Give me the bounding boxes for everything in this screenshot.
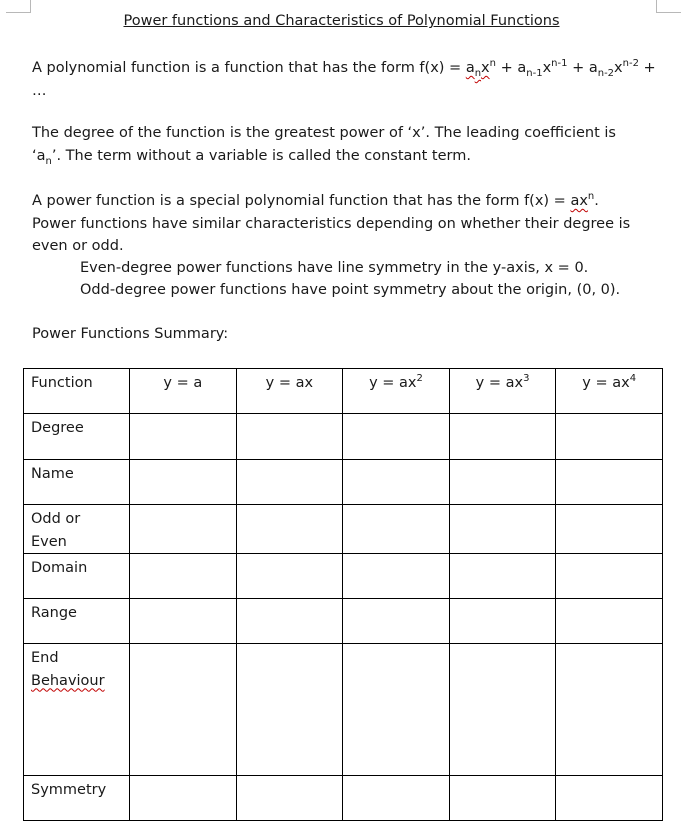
header-function-quartic [556,369,663,414]
term-separator: + [495,60,518,76]
function-exponent: 4 [629,373,637,385]
power-term-exponent: n [587,191,595,203]
function-expression: y = ax [582,375,630,391]
table-cell[interactable] [236,505,343,554]
row-label [24,460,130,505]
term-exponent: n [489,58,496,70]
table-row-degree [24,414,663,460]
term-coefficient: a [517,60,527,76]
term-coefficient: a [588,60,598,76]
term-exponent: n-2 [622,58,639,70]
leading-coefficient-subscript: n [45,155,52,167]
table-cell[interactable] [449,505,556,554]
table-cell[interactable] [556,505,663,554]
table-cell[interactable] [343,414,450,460]
table-cell[interactable] [343,599,450,644]
table-cell[interactable] [130,644,237,776]
power-line-1-text: A power function is a special polynomial function that has the form f(x) = [32,193,571,209]
degree-line-2-text: ’. The term without a variable is called the constant term. [51,147,471,164]
table-cell[interactable] [236,599,343,644]
degree-line-1: The degree of the function is the greatest power of ‘x’. The leading coefficient is [32,125,616,141]
header-function-constant [130,369,237,414]
table-cell[interactable] [556,554,663,599]
row-label-line-1: Symmetry [31,782,107,798]
term-subscript: n-2 [597,67,615,79]
power-line-3: even or odd. [32,238,124,254]
function-expression: y = ax [369,375,417,391]
table-cell[interactable] [449,414,556,460]
page-corner-mark-top-right [656,0,681,13]
power-functions-summary-table [23,368,663,821]
power-line-1 [32,190,657,213]
table-cell[interactable] [449,460,556,505]
degree-line-2 [32,145,657,168]
document-title: Power functions and Characteristics of Polynomial Functions [123,13,560,29]
summary-label: Power Functions Summary: [32,326,229,342]
row-label [24,554,130,599]
term-subscript: n-1 [526,67,543,79]
table-cell[interactable] [130,460,237,505]
header-function-linear [236,369,343,414]
term-subscript: n [474,67,482,79]
row-label [24,414,130,460]
term-separator: + [638,60,656,76]
power-term: ax [570,193,588,209]
power-line-1-suffix: . [594,193,599,209]
function-exponent: 2 [416,373,423,385]
table-cell[interactable] [130,554,237,599]
polynomial-definition-paragraph [32,57,657,102]
header-function-quadratic [343,369,450,414]
term-variable: x [614,60,623,76]
power-function-paragraph [32,190,657,258]
function-expression: y = ax [475,375,524,391]
term-coefficient: a [465,60,475,76]
leading-coefficient-symbol: ‘a [32,147,46,164]
polynomial-definition-line [32,57,657,80]
ellipsis: … [32,82,47,99]
table-row-odd-or-even [24,505,663,554]
table-cell[interactable] [556,460,663,505]
function-exponent: 3 [523,373,530,385]
row-label-line-2: Even [31,533,67,550]
row-label-line-1: Odd or [31,511,81,527]
term-separator: + [567,60,589,76]
table-cell[interactable] [556,776,663,821]
row-label-line-2: Behaviour [31,672,105,689]
term-variable: x [481,60,490,76]
table-row-end-behaviour [24,644,663,776]
table-cell[interactable] [236,414,343,460]
table-cell[interactable] [130,505,237,554]
table-header-row [24,369,663,414]
degree-paragraph [32,122,657,167]
table-cell[interactable] [343,554,450,599]
function-expression: y = a [163,375,203,391]
table-cell[interactable] [556,414,663,460]
table-row-name [24,460,663,505]
power-line-2: Power functions have similar characteristics depending on whether their degree is [32,215,631,232]
term-exponent: n-1 [551,58,568,70]
table-cell[interactable] [236,644,343,776]
row-label [24,599,130,644]
header-function-cubic [449,369,556,414]
table-cell[interactable] [236,460,343,505]
table-row-domain [24,554,663,599]
definition-prefix: A polynomial function is a function that has the form f(x) = [32,60,466,76]
table-cell[interactable] [449,554,556,599]
table-cell[interactable] [343,460,450,505]
table-cell[interactable] [449,776,556,821]
function-expression: y = ax [265,375,314,391]
table-cell[interactable] [130,599,237,644]
row-label-line-1: Degree [31,420,84,436]
table-cell[interactable] [449,644,556,776]
table-row-symmetry [24,776,663,821]
table-cell[interactable] [236,776,343,821]
row-label [24,644,130,776]
page-corner-mark-top-left [6,0,31,13]
row-label-line-1: End [31,650,59,666]
table-row-range [24,599,663,644]
table-cell[interactable] [130,776,237,821]
header-function-label: Function [24,369,130,414]
even-symmetry-note: Even-degree power functions have line symmetry in the y-axis, x = 0. [80,260,589,276]
row-label-line-1: Range [31,605,77,621]
row-label-line-1: Name [31,466,74,482]
term-variable: x [542,60,552,76]
table-cell[interactable] [343,776,450,821]
table-cell[interactable] [130,414,237,460]
row-label [24,505,130,554]
table-cell[interactable] [556,599,663,644]
table-cell[interactable] [343,644,450,776]
table-cell[interactable] [556,644,663,776]
table-cell[interactable] [343,505,450,554]
row-label [24,776,130,821]
row-label-line-1: Domain [31,560,88,576]
odd-symmetry-note: Odd-degree power functions have point symmetry about the origin, (0, 0). [80,282,621,298]
table-cell[interactable] [449,599,556,644]
table-cell[interactable] [236,554,343,599]
